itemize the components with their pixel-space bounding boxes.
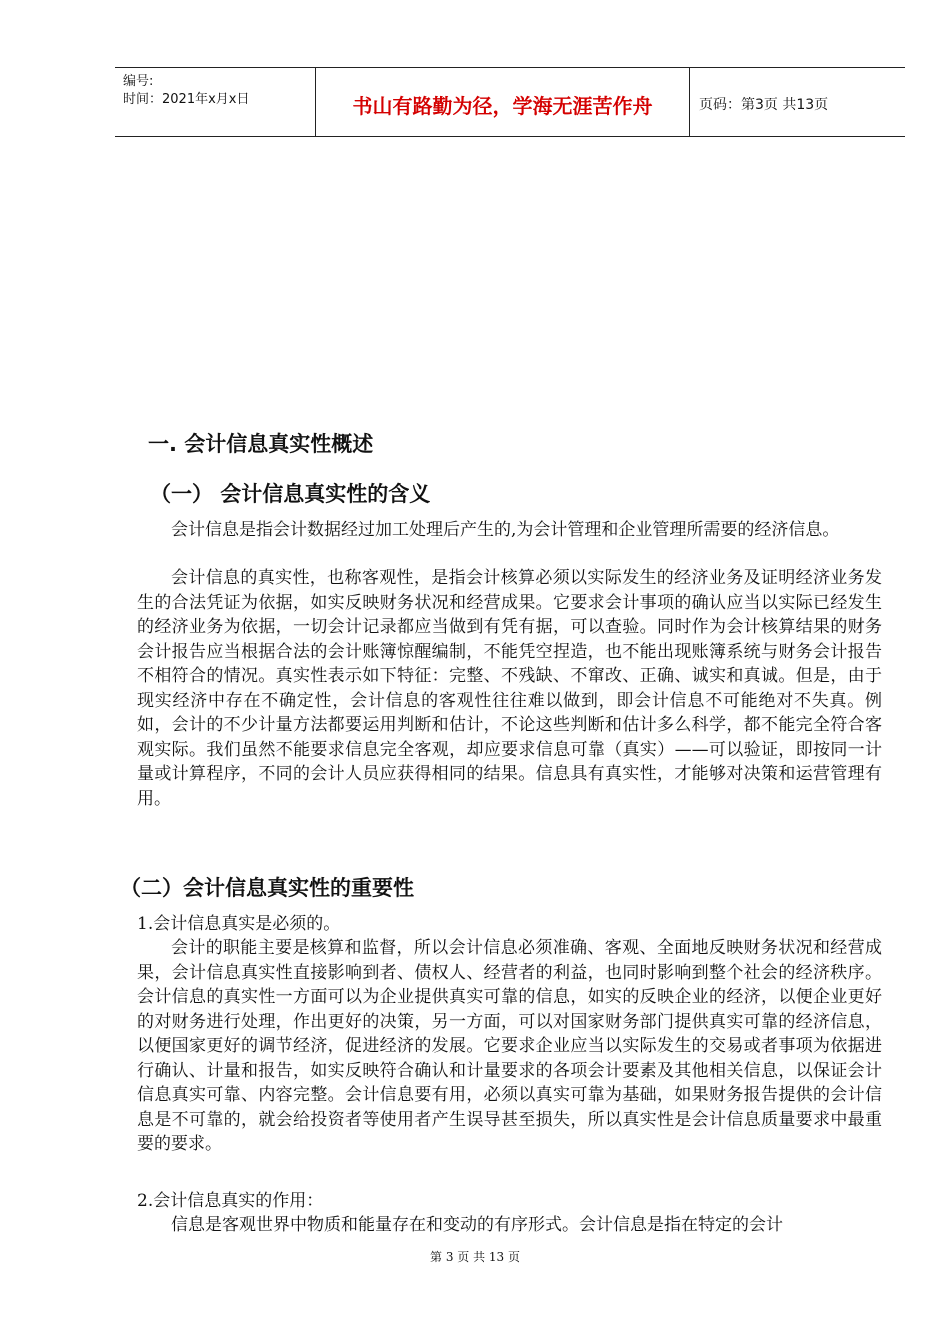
subsection-heading-meaning: （一） 会计信息真实性的含义 [150, 482, 431, 506]
paragraph-role: 信息是客观世界中物质和能量存在和变动的有序形式。会计信息是指在特定的会计 [171, 1215, 783, 1235]
document-header [115, 67, 905, 137]
paragraph-definition: 会计信息是指会计数据经过加工处理后产生的,为会计管理和企业管理所需要的经济信息。 [171, 520, 840, 540]
motto-text: 书山有路勤为径，学海无涯苦作舟 [352, 94, 653, 118]
section-heading-1: 一. 会计信息真实性概述 [148, 432, 374, 456]
list-item-1: 1.会计信息真实是必须的。 [137, 914, 341, 934]
header-page-code: 页码：第3页 共13页 [699, 97, 829, 113]
paragraph-importance: 会计的职能主要是核算和监督，所以会计信息必须准确、客观、全面地反映财务状况和经营成果，会计信息真实性直接影响到者、债权人、经营者的利益，也同时影响到整个社会的经济秩序。会计信息的真实性一方面可以为企业提供真实可靠的信息，如实的反映企业的经济，以便企业更好的对财务进行处理，作出更好的决策，另一方面，可以对国家财务部门提供真实可靠的经济信息，以便国家更好的调节经济，促进经济的发展。它要求企业应当以实际发生的交易或者事项为依据进行确认、计量和报告，如实反映符合确认和计量要求的各项会计要素及其他相关信息，以保证会计信息真实可靠、内容完整。会计信息要有用，必须以真实可靠为基础，如果财务报告提供的会计信息是不可靠的，就会给投资者等使用者产生误导甚至损失，所以真实性是会计信息质量要求中最重要的要求。 [137, 938, 882, 1154]
page-footer: 第 3 页 共 13 页 [430, 1250, 520, 1264]
document-number-label: 编号: [123, 74, 154, 89]
list-item-2: 2.会计信息真实的作用： [137, 1191, 324, 1211]
header-motto-cell [315, 68, 690, 136]
header-page-cell [689, 68, 905, 136]
document-time-label: 时间：2021年x月x日 [123, 92, 250, 107]
subsection-heading-importance: （二）会计信息真实性的重要性 [120, 876, 414, 900]
paragraph-authenticity: 会计信息的真实性，也称客观性，是指会计核算必须以实际发生的经济业务及证明经济业务发生的合法凭证为依据，如实反映财务状况和经营成果。它要求会计事项的确认应当以实际已经发生的经济业务为依据，一切会计记录都应当做到有凭有据，可以查验。同时作为会计核算结果的财务会计报告应当根据合法的会计账簿惊醒编制，不能凭空捏造，也不能出现账簿系统与财务会计报告不相符合的情况。真实性表示如下特征：完整、不残缺、不窜改、正确、诚实和真诚。但是，由于现实经济中存在不确定性，会计信息的客观性往往难以做到，即会计信息不可能绝对不失真。例如，会计的不少计量方法都要运用判断和估计，不论这些判断和估计多么科学，都不能完全符合客观实际。我们虽然不能要求信息完全客观，却应要求信息可靠（真实）——可以验证，即按同一计量或计算程序，不同的会计人员应获得相同的结果。信息具有真实性，才能够对决策和运营管理有用。 [137, 568, 882, 809]
header-meta-cell [115, 68, 315, 136]
